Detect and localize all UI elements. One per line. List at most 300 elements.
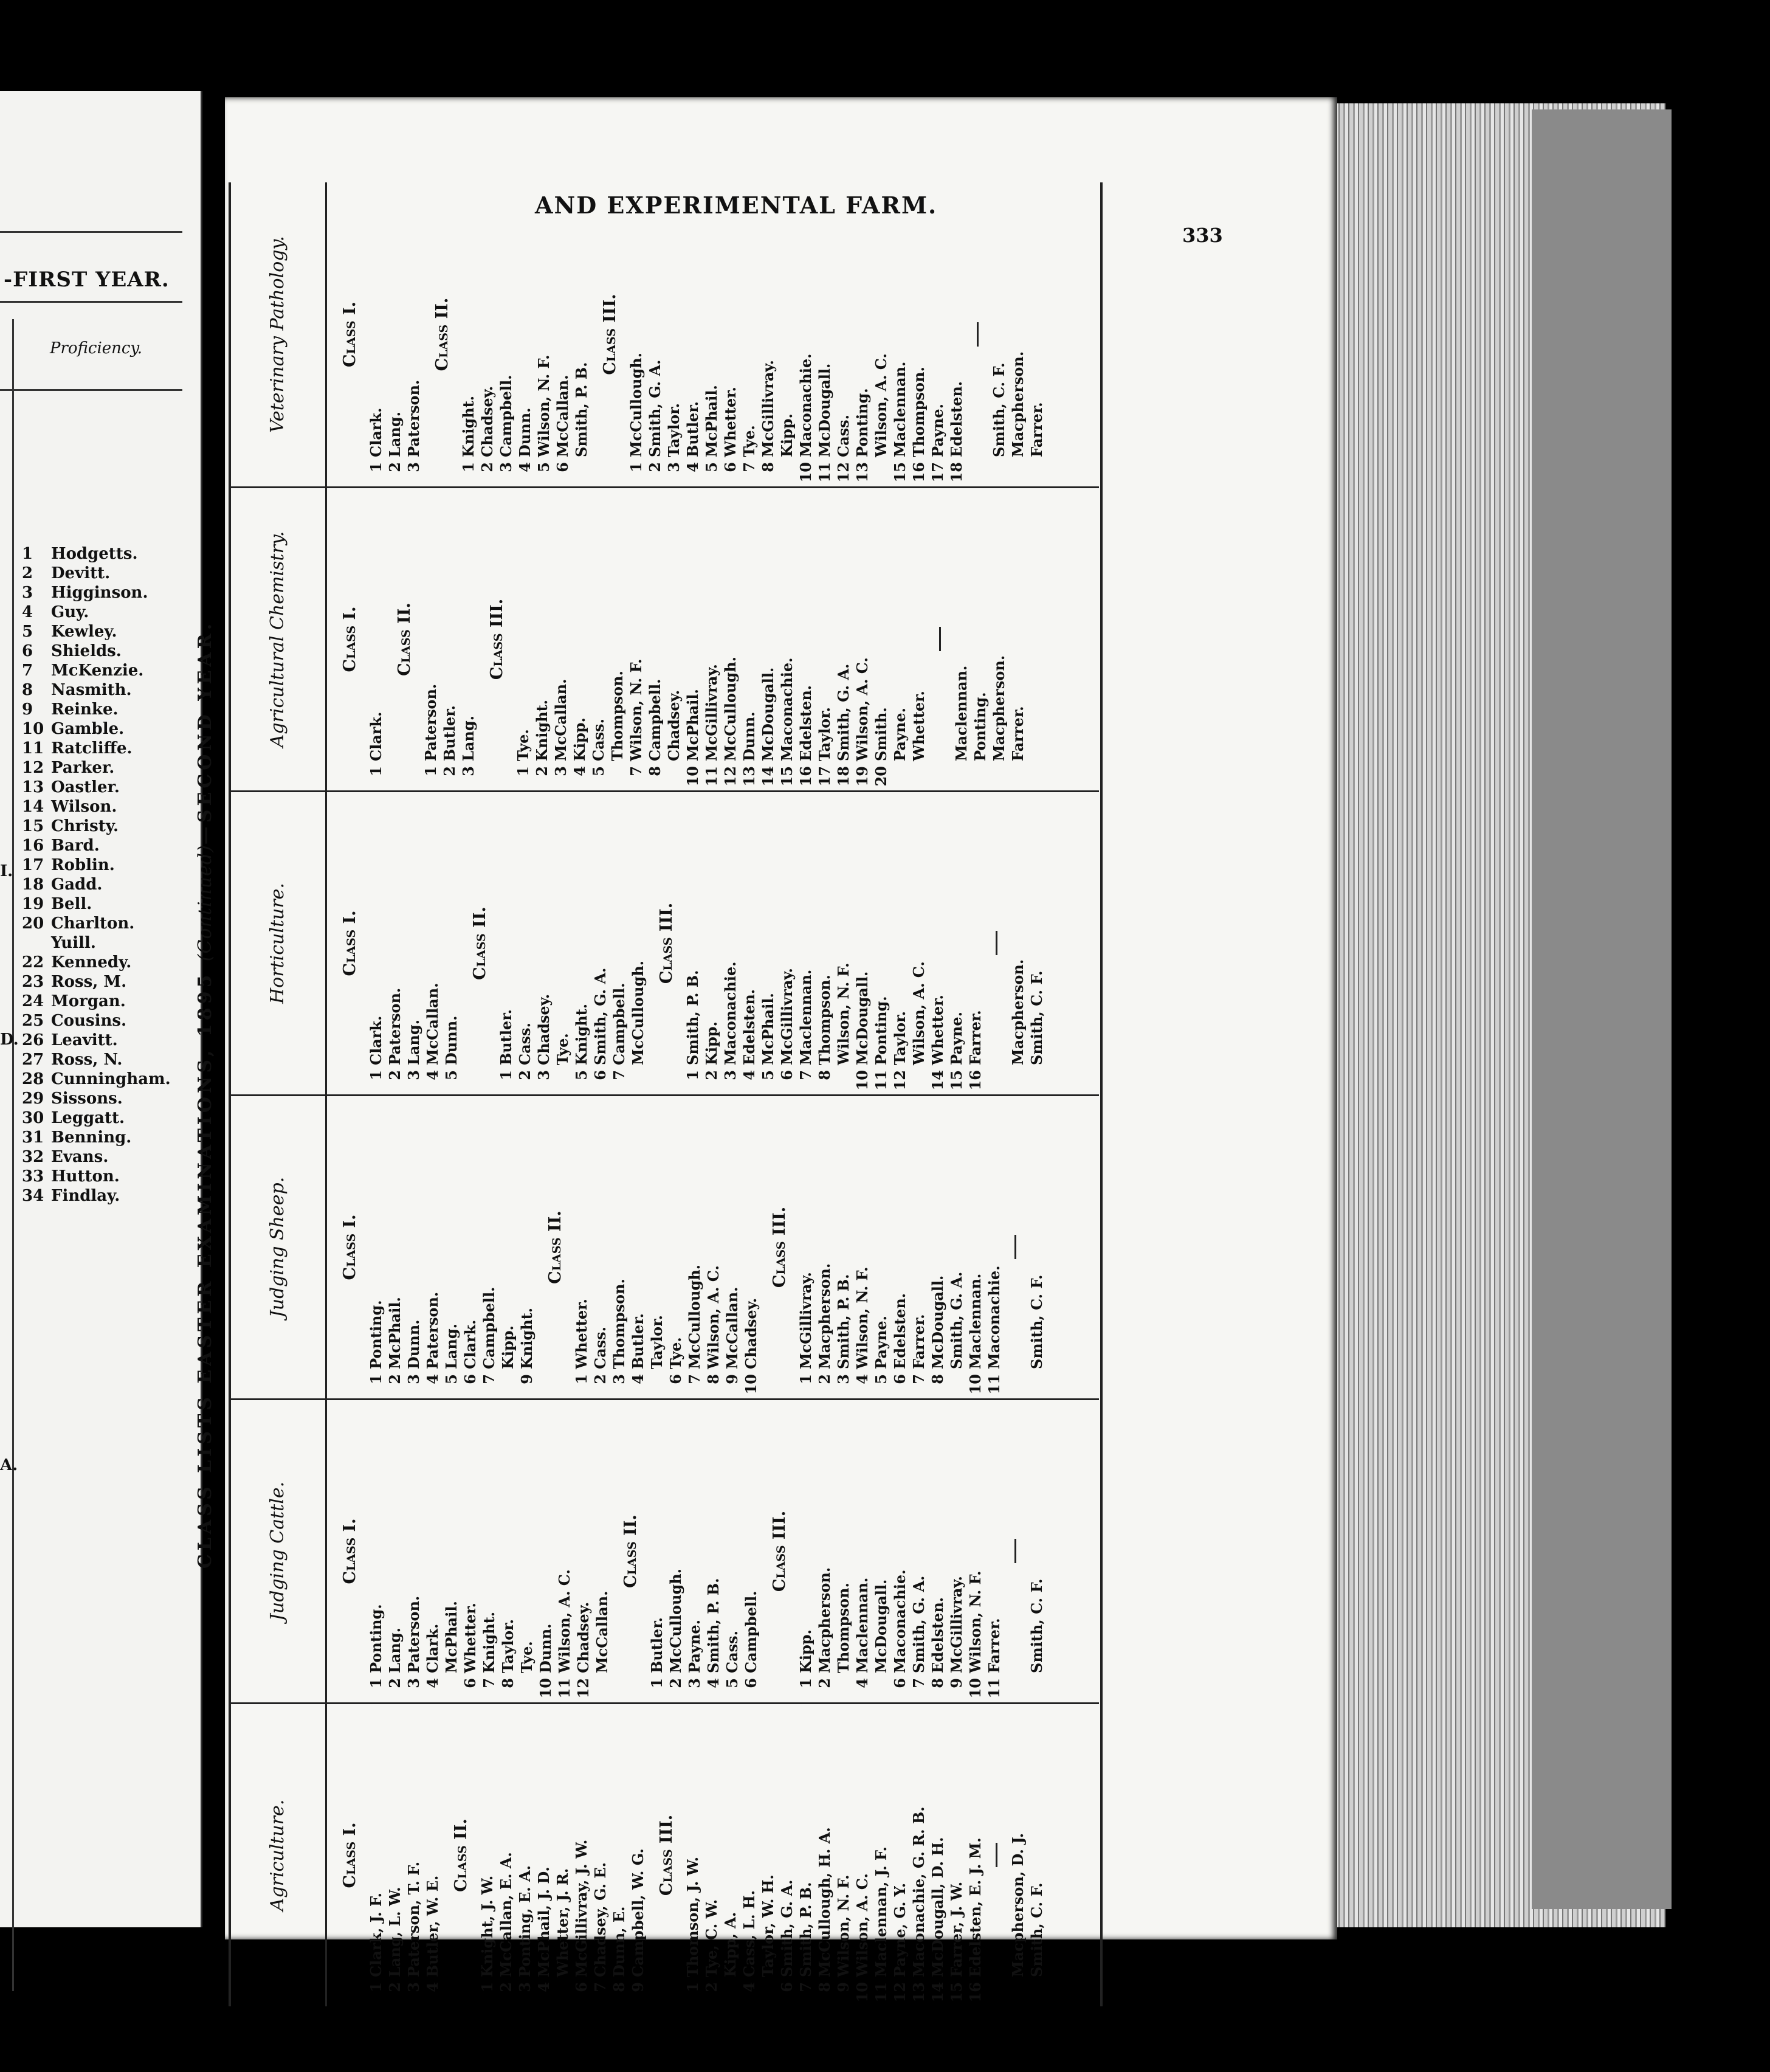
rank-number — [834, 1673, 853, 1702]
page-header: AND EXPERIMENTAL FARM. — [535, 192, 938, 219]
subject-column — [230, 1398, 1099, 1702]
student-name: Christy. — [51, 817, 119, 835]
class-list-row — [367, 1400, 385, 1702]
rank-number: 5 — [590, 766, 607, 776]
student-name: Campbell, W. G. — [629, 1848, 647, 1977]
student-name: McDougall. — [853, 971, 871, 1065]
rank-number: 10 — [684, 766, 701, 787]
student-name: McCullough. — [667, 1568, 684, 1673]
rank-number — [664, 761, 683, 790]
student-name: Edelsten. — [740, 989, 758, 1065]
rank-number: 24 — [22, 992, 44, 1010]
rank-number: 1 — [367, 462, 385, 472]
class-list-row — [478, 182, 497, 486]
class-list-row — [423, 792, 442, 1094]
student-name: Knight, J. W. — [478, 1875, 496, 1977]
rank-number: 8 — [816, 1070, 833, 1080]
class-list-row — [815, 792, 834, 1094]
student-name: Cass. — [590, 718, 607, 761]
student-name: Chadsey. — [478, 385, 496, 457]
rank-number: 7 — [480, 1374, 498, 1384]
rank-number: 6 — [721, 462, 739, 472]
class-list-row — [796, 182, 815, 486]
proficiency-list-item — [22, 1031, 171, 1050]
rank-number: 4 — [853, 1678, 871, 1688]
class-list-row — [593, 1400, 611, 1702]
proficiency-list-item — [22, 797, 171, 817]
rank-number — [872, 457, 890, 486]
rank-number: 13 — [740, 766, 758, 787]
student-name: Wilson, N. F. — [835, 1874, 852, 1977]
student-name: Whetter. — [461, 1603, 479, 1673]
proficiency-list-item — [22, 564, 171, 583]
rank-number: 4 — [740, 1070, 758, 1080]
rank-number: 4 — [22, 603, 33, 621]
rank-number: 1 — [684, 1982, 701, 1992]
proficiency-list-item — [22, 1167, 171, 1186]
student-name: Edelsten. — [948, 381, 965, 457]
class-list-row — [702, 792, 721, 1094]
student-name: Cunningham. — [51, 1070, 171, 1088]
student-name: Butler. — [648, 1617, 666, 1673]
class-list-row — [572, 1096, 591, 1398]
student-name: McCullough. — [627, 352, 645, 457]
unranked-name: Macpherson. — [1009, 351, 1027, 457]
class-list-row — [890, 1096, 909, 1398]
rank-number: 7 — [910, 1678, 928, 1688]
student-name: Taylor. — [499, 1619, 517, 1673]
rank-number: 3 — [516, 1982, 534, 1992]
class-list-row — [890, 1400, 909, 1702]
rank-number: 18 — [835, 766, 852, 787]
class-list-row — [721, 792, 740, 1094]
class-list-row — [777, 488, 796, 790]
subject-title: Judging Sheep. — [266, 1176, 288, 1318]
student-name: Campbell. — [480, 1286, 498, 1369]
class-list-row — [367, 488, 385, 790]
rank-number: 2 — [478, 462, 496, 472]
unranked-name: Smith, C. F. — [990, 362, 1008, 457]
class-list-row — [742, 1400, 760, 1702]
proficiency-list-item — [22, 894, 171, 914]
class-label: Class I. — [340, 1214, 359, 1280]
rank-number: 31 — [22, 1128, 44, 1147]
rank-number: 6 — [591, 1070, 609, 1080]
rank-number: 11 — [985, 1374, 1003, 1395]
running-head-continued: (Continued) — [195, 844, 216, 962]
class-list-row — [909, 182, 928, 486]
student-name: Wilson, N. F. — [966, 1570, 984, 1673]
student-name: McCullough. — [721, 656, 739, 761]
rank-number — [553, 1977, 572, 2006]
class-list-row — [853, 182, 872, 486]
rank-number: 16 — [22, 837, 44, 855]
rank-number: 4 — [424, 1374, 441, 1384]
rank-number: 7 — [610, 1070, 628, 1080]
rank-number — [872, 1673, 890, 1702]
rank-number — [442, 1673, 461, 1702]
student-name: McDougall. — [929, 1275, 946, 1369]
rank-number: 9 — [723, 1374, 741, 1384]
proficiency-header: Proficiency. — [50, 339, 142, 357]
class-list-row — [627, 488, 646, 790]
margin-mark: A. — [0, 1456, 18, 1474]
rank-number: 1 — [478, 1982, 496, 1992]
separator-rule — [939, 627, 941, 652]
rank-number: 2 — [441, 766, 458, 776]
student-name: Wilson, A. C. — [872, 353, 890, 457]
student-name: Morgan. — [51, 992, 126, 1010]
student-name: Cass, L. H. — [740, 1890, 758, 1977]
student-name: Payne. — [686, 1620, 703, 1673]
student-name: Paterson. — [405, 379, 422, 457]
class-list-row — [591, 1096, 610, 1398]
proficiency-list-item — [22, 817, 171, 836]
student-name: Clark. — [461, 1319, 479, 1369]
class-list-row — [442, 1400, 461, 1702]
rank-number: 7 — [627, 766, 645, 776]
student-name: Whetter. — [929, 995, 946, 1065]
student-name: Farrer. — [985, 1618, 1003, 1673]
rank-number: 1 — [684, 1070, 701, 1080]
student-name: Ponting. — [367, 1300, 385, 1369]
proficiency-list-item — [22, 933, 171, 953]
rank-number: 9 — [518, 1374, 535, 1384]
class-label: Class III. — [601, 294, 619, 375]
student-name: McPhail. — [386, 1297, 404, 1369]
rank-number — [909, 1065, 928, 1094]
proficiency-list-item — [22, 700, 171, 719]
class-list-row — [404, 1704, 423, 2006]
class-list-row — [628, 1096, 647, 1398]
rank-number: 10 — [797, 462, 814, 483]
class-list-row — [589, 488, 608, 790]
rank-number: 8 — [646, 766, 664, 776]
rank-number: 1 — [497, 1070, 515, 1080]
student-name: Oastler. — [51, 778, 120, 796]
class-list-row — [834, 1400, 853, 1702]
rank-number: 6 — [554, 462, 571, 472]
unranked-name: Smith, C. F. — [1028, 1882, 1045, 1977]
class-list-row — [646, 488, 664, 790]
subject-title: Agriculture. — [266, 1799, 288, 1911]
student-name: Chadsey. — [742, 1297, 760, 1369]
student-name: Smith, P. B. — [704, 1578, 722, 1673]
class-list-row — [890, 488, 909, 790]
student-name: Guy. — [51, 603, 89, 621]
student-name: Shields. — [51, 642, 122, 660]
class-list-row — [947, 1704, 966, 2006]
class-list-row — [421, 488, 440, 790]
rank-number — [593, 1673, 611, 1702]
class-list-row — [702, 488, 721, 790]
rank-number: 14 — [759, 766, 777, 787]
class-list-row — [704, 1096, 723, 1398]
rank-number: 8 — [610, 1982, 628, 1992]
student-name: Butler. — [629, 1313, 647, 1369]
rank-number: 6 — [742, 1678, 760, 1688]
running-head-tail: —SECOND YEAR. — [195, 620, 216, 845]
unranked-name: Macpherson. — [990, 655, 1008, 761]
rank-number: 20 — [872, 766, 890, 787]
rank-number: 1 — [367, 1982, 385, 1992]
rank-number: 33 — [22, 1167, 44, 1186]
student-name: Clark. — [367, 711, 385, 761]
class-list-row — [574, 1400, 593, 1702]
rank-number: 3 — [405, 1982, 422, 1992]
student-name: Kipp. — [703, 1021, 720, 1065]
rank-number: 14 — [929, 1982, 946, 2003]
student-name: Lang. — [460, 715, 477, 761]
class-list-row — [872, 182, 890, 486]
student-name: Smith, G. A. — [835, 663, 852, 761]
rank-number: 1 — [797, 1678, 814, 1688]
rank-number: 4 — [424, 1070, 441, 1080]
class-list-row — [704, 1400, 723, 1702]
subject-title: Agricultural Chemistry. — [266, 531, 288, 748]
class-list-row — [404, 1400, 423, 1702]
rank-number: 1 — [367, 1678, 385, 1688]
class-list-row — [985, 1400, 1004, 1702]
rank-number: 1 — [573, 1374, 590, 1384]
rank-number: 7 — [797, 1070, 814, 1080]
rank-number: 5 — [535, 462, 553, 472]
student-name: Maclennan. — [797, 969, 814, 1065]
rank-number: 10 — [853, 1982, 871, 2003]
running-head-main: CLASS LISTS EASTER EXAMINATIONS, 1895 — [195, 971, 216, 1569]
class-list-row — [646, 182, 664, 486]
rank-number: 2 — [386, 1374, 404, 1384]
page-number: 333 — [1182, 224, 1223, 247]
rank-number: 8 — [816, 1982, 833, 1992]
rank-number — [777, 457, 796, 486]
rank-number: 25 — [22, 1012, 44, 1030]
student-name: Smith, G. A. — [778, 1879, 796, 1977]
rank-number: 13 — [910, 1982, 928, 2003]
class-list-row — [759, 488, 777, 790]
class-list-row — [740, 1704, 759, 2006]
student-name: Chadsey. — [535, 993, 553, 1065]
student-name: McCallan. — [424, 982, 441, 1065]
class-list-row — [872, 1096, 890, 1398]
class-label: Class II. — [546, 1210, 565, 1284]
proficiency-list-item — [22, 972, 171, 992]
rank-number: 8 — [22, 681, 33, 699]
unranked-name: Ponting. — [971, 692, 989, 761]
student-name: McDougall, D. H. — [929, 1837, 946, 1977]
class-label: Class III. — [770, 1510, 789, 1592]
student-name: Thompson. — [610, 1279, 628, 1369]
class-list-row — [777, 1704, 796, 2006]
class-list-row — [909, 1096, 928, 1398]
class-list-row — [834, 488, 853, 790]
student-name: Paterson. — [386, 987, 404, 1065]
student-name: Paterson, T. F. — [405, 1861, 422, 1977]
left-column-rule — [12, 319, 14, 1991]
student-name: Taylor. — [648, 1315, 666, 1369]
class-list-row — [759, 1704, 777, 2006]
class-list-row — [404, 792, 423, 1094]
separator-rule — [1014, 1235, 1016, 1260]
class-list-row — [570, 488, 589, 790]
rank-number: 6 — [778, 1982, 796, 1992]
class-list-row — [683, 792, 702, 1094]
student-name: Maconachie. — [891, 1569, 909, 1673]
rank-number: 3 — [721, 1070, 739, 1080]
class-list-row — [928, 1704, 947, 2006]
rank-number — [834, 1065, 853, 1094]
rank-number: 9 — [948, 1678, 965, 1688]
rank-number: 11 — [872, 1982, 890, 2003]
class-list-row — [853, 1400, 872, 1702]
class-list-row — [404, 1096, 423, 1398]
rank-number: 18 — [22, 875, 44, 894]
rank-number: 26 — [22, 1031, 44, 1049]
student-name: Wilson, A. C. — [556, 1569, 573, 1673]
class-list-row — [872, 1400, 890, 1702]
student-name: Wilson, A. C. — [704, 1265, 722, 1369]
class-list-row — [890, 182, 909, 486]
class-list-row — [723, 1400, 742, 1702]
rank-number — [628, 1065, 647, 1094]
class-list-row — [591, 792, 610, 1094]
student-name: McGillivray. — [703, 664, 720, 761]
student-name: McCallan, E. A. — [497, 1852, 515, 1977]
rank-number: 5 — [723, 1678, 741, 1688]
rank-number: 5 — [703, 462, 720, 472]
book-edge-shadow — [1532, 109, 1672, 1909]
separator-rule — [977, 322, 979, 347]
student-name: Clark. — [424, 1623, 441, 1673]
class-list-row — [723, 1096, 742, 1398]
student-name: Farrer, J. W. — [948, 1881, 965, 1977]
rank-number: 1 — [797, 1374, 814, 1384]
student-name: Dunn. — [442, 1015, 460, 1065]
rank-number: 13 — [853, 462, 871, 483]
student-name: McDougall. — [816, 363, 833, 457]
rank-number: 1 — [460, 462, 477, 472]
student-name: Cousins. — [51, 1012, 127, 1030]
student-name: Knight. — [460, 395, 477, 457]
class-list-row — [740, 488, 759, 790]
student-name: McPhail. — [442, 1601, 460, 1673]
class-list-row — [683, 488, 702, 790]
student-name: McDougall. — [759, 667, 777, 761]
student-name: Payne. — [872, 1316, 890, 1369]
margin-mark: D. — [0, 1031, 19, 1049]
student-name: Knight. — [533, 699, 551, 761]
class-list-row — [647, 1400, 666, 1702]
student-name: McPhail. — [759, 993, 777, 1065]
rank-number: 7 — [686, 1374, 703, 1384]
class-list-row — [947, 182, 966, 486]
subject-title: Veterinary Pathology. — [266, 236, 288, 433]
class-list-row — [796, 488, 815, 790]
rank-number: 6 — [891, 1678, 909, 1688]
rank-number: 11 — [985, 1678, 1003, 1699]
rank-number: 4 — [424, 1982, 441, 1992]
student-name: Maconachie. — [797, 353, 814, 457]
student-name: Whetter. — [721, 387, 739, 457]
class-list-row — [890, 792, 909, 1094]
class-list-row — [815, 488, 834, 790]
rank-number: 17 — [929, 462, 946, 483]
rank-number: 8 — [929, 1374, 946, 1384]
class-list-row — [497, 1704, 515, 2006]
rank-number: 5 — [442, 1374, 460, 1384]
rank-number: 1 — [648, 1678, 666, 1688]
class-list-row — [966, 1096, 985, 1398]
class-list-row — [498, 1400, 517, 1702]
class-list-row — [553, 182, 572, 486]
unranked-name: Maclennan. — [952, 665, 970, 761]
student-name: Lang. — [386, 1627, 404, 1673]
student-name: Benning. — [51, 1128, 132, 1147]
student-name: McGillivray. — [797, 1272, 814, 1369]
rank-number: 7 — [480, 1678, 498, 1688]
student-name: Chadsey, G. E. — [591, 1862, 609, 1977]
proficiency-list-item — [22, 855, 171, 875]
class-list-row — [423, 1400, 442, 1702]
class-list-row — [591, 1704, 610, 2006]
class-lists-table — [195, 182, 1106, 2006]
proficiency-list-item — [22, 914, 171, 933]
proficiency-list-item — [22, 661, 171, 680]
student-name: Smith, P. B. — [573, 362, 590, 457]
proficiency-list-item — [22, 544, 171, 564]
rank-number: 3 — [405, 1374, 422, 1384]
student-name: Maclennan. — [891, 361, 909, 457]
rank-number: 7 — [591, 1982, 609, 1992]
rank-number: 2 — [386, 1678, 404, 1688]
student-name: Tye. — [667, 1337, 684, 1369]
class-list-row — [461, 1400, 480, 1702]
rank-number: 6 — [573, 1982, 590, 1992]
rank-number: 6 — [22, 642, 33, 660]
class-list-row — [385, 1096, 404, 1398]
student-name: Whetter. — [910, 691, 928, 761]
class-list-row — [853, 792, 872, 1094]
class-list-row — [777, 792, 796, 1094]
student-name: Edelsten. — [929, 1597, 946, 1673]
student-name: McGillivray, J. W. — [573, 1839, 590, 1977]
rank-number: 3 — [665, 462, 683, 472]
rank-number: 12 — [22, 759, 44, 777]
unranked-name: Farrer. — [1009, 706, 1027, 761]
student-name: Tye. — [554, 1033, 571, 1065]
rank-number: 2 — [667, 1678, 684, 1688]
class-list-row — [610, 1704, 628, 2006]
unranked-name: Farrer. — [1028, 402, 1045, 457]
rank-number: 2 — [516, 1070, 534, 1080]
class-list-row — [478, 1704, 497, 2006]
class-list-row — [796, 1400, 815, 1702]
student-name: McGillivray. — [948, 1576, 965, 1673]
student-name: Wilson, N. F. — [627, 658, 645, 761]
class-list-row — [572, 182, 591, 486]
class-list-row — [740, 182, 759, 486]
student-name: Dunn. — [516, 407, 534, 457]
class-list-row — [461, 1096, 480, 1398]
rank-number: 4 — [424, 1678, 441, 1688]
student-name: Leggatt. — [51, 1109, 125, 1127]
class-list-row — [367, 792, 385, 1094]
rank-number: 6 — [461, 1374, 479, 1384]
student-name: Payne. — [929, 404, 946, 457]
rank-number — [909, 761, 928, 790]
student-name: Dunn. — [405, 1319, 422, 1369]
running-head — [195, 182, 216, 2006]
